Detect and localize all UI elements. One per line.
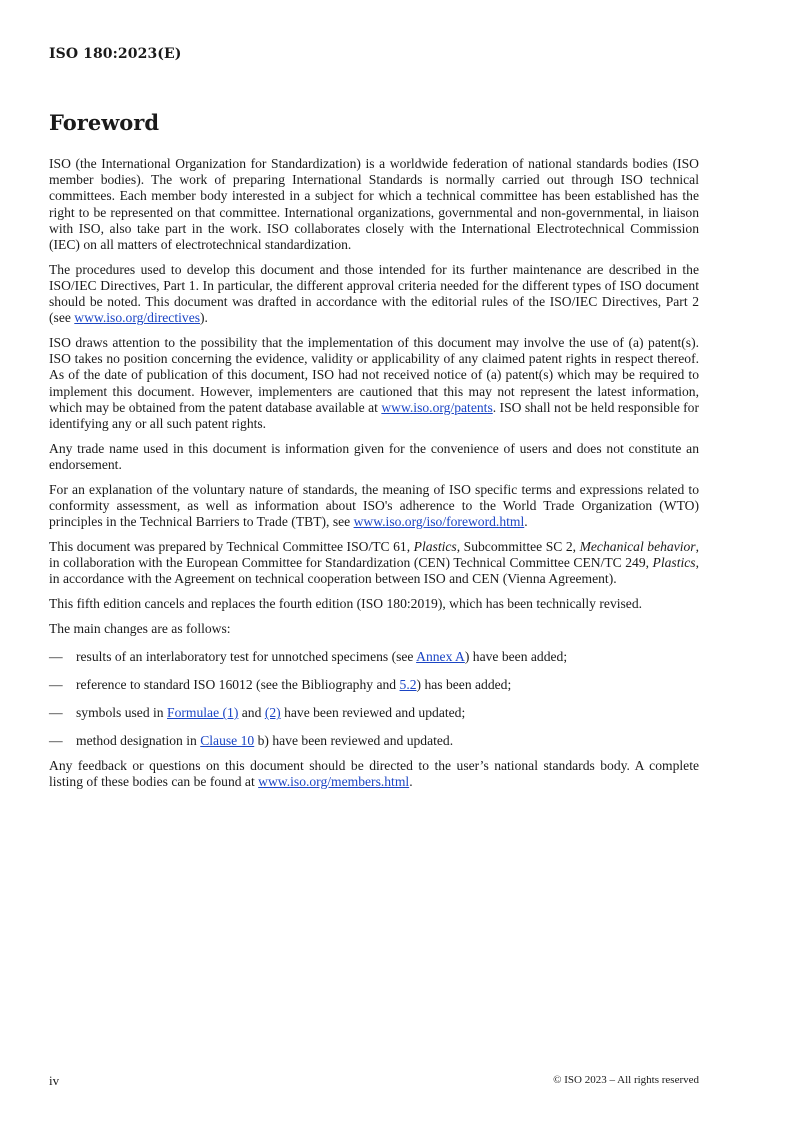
list-item: — reference to standard ISO 16012 (see the Bibliography and 5.2) has been added; [49, 676, 512, 692]
paragraph-voluntary-nature: For an explanation of the voluntary nature of standards, the meaning of ISO specific terms and expressions related to conformity assessment, as well as information about ISO's adherence to the World Trade Organization (WTO) principles in the Technical Barriers to Trade (TBT), see www.iso.org/iso/foreword.html. [49, 481, 699, 530]
document-id: ISO 180:2023(E) [49, 46, 182, 62]
link-members[interactable]: www.iso.org/members.html [258, 773, 410, 789]
paragraph-edition: This fifth edition cancels and replaces the fourth edition (ISO 180:2019), which has been technically revised. [49, 595, 643, 611]
paragraph-patents: ISO draws attention to the possibility that the implementation of this document may involve the use of (a) patent(s). ISO takes no position concerning the evidence, validity or applicability of any claimed patent rights in respect thereof. As of the date of publication of this document, ISO had not received notice of (a) patent(s) which may be required to implement this document. However, implementers are cautioned that this may not represent the latest information, which may be obtained from the patent database available at www.iso.org/patents. ISO shall not be held responsible for identifying any or all such patent rights. [49, 335, 699, 432]
link-clause-5-2[interactable]: 5.2 [399, 676, 417, 692]
paragraph-procedures: The procedures used to develop this document and those intended for its further maintenance are described in the ISO/IEC Directives, Part 1. In particular, the different approval criteria needed for the different types of ISO document should be noted. This document was drafted in accordance with the editorial rules of the ISO/IEC Directives, Part 2 (see www.iso.org/directives). [49, 261, 699, 326]
paragraph-feedback: Any feedback or questions on this document should be directed to the user’s national standards body. A complete listing of these bodies can be found at www.iso.org/members.html. [49, 757, 699, 789]
link-patents[interactable]: www.iso.org/patents [381, 399, 493, 415]
dash-bullet: — [49, 733, 63, 749]
foreword-body [49, 156, 699, 799]
list-item: — results of an interlaboratory test for unnotched specimens (see Annex A) have been added; [49, 648, 568, 664]
page-number: iv [49, 1073, 60, 1088]
changes-list [49, 649, 699, 750]
copyright-notice: © ISO 2023 – All rights reserved [553, 1074, 699, 1086]
link-directives[interactable]: www.iso.org/directives [74, 310, 201, 326]
link-annex-a[interactable]: Annex A [416, 648, 465, 664]
link-formula-2[interactable]: (2) [264, 705, 281, 721]
link-clause-10[interactable]: Clause 10 [200, 733, 255, 749]
paragraph-iso-intro: ISO (the International Organization for Standardization) is a worldwide federation of national standards bodies (ISO member bodies). The work of preparing International Standards is normally carried out through ISO technical committees. Each member body interested in a subject for which a technical committee has been established has the right to be represented on that committee. International organizations, governmental and non-governmental, in liaison with ISO, also take part in the work. ISO collaborates closely with the International Electrotechnical Commission (IEC) on all matters of electrotechnical standardization. [49, 156, 699, 253]
dash-bullet: — [49, 676, 63, 692]
link-foreword[interactable]: www.iso.org/iso/foreword.html [353, 514, 525, 530]
link-formula-1[interactable]: Formulae (1) [167, 705, 239, 721]
paragraph-trade-name: Any trade name used in this document is information given for the convenience of users and does not constitute an endorsement. [49, 440, 699, 472]
list-item: — symbols used in Formulae (1) and (2) have been reviewed and updated; [49, 705, 466, 721]
list-item: — method designation in Clause 10 b) have been reviewed and updated. [49, 733, 454, 749]
paragraph-main-changes: The main changes are as follows: [49, 620, 231, 636]
dash-bullet: — [49, 648, 63, 664]
dash-bullet: — [49, 705, 63, 721]
page-title: Foreword [49, 110, 160, 135]
paragraph-prepared-by: This document was prepared by Technical Committee ISO/TC 61, Plastics, Subcommittee SC 2, Mechanical behavior, in collaboration with the European Committee for Standardization (CEN) Technical Committee CEN/TC 249, Plastics, in accordance with the Agreement on technical cooperation between ISO and CEN (Vienna Agreement). [49, 538, 700, 587]
